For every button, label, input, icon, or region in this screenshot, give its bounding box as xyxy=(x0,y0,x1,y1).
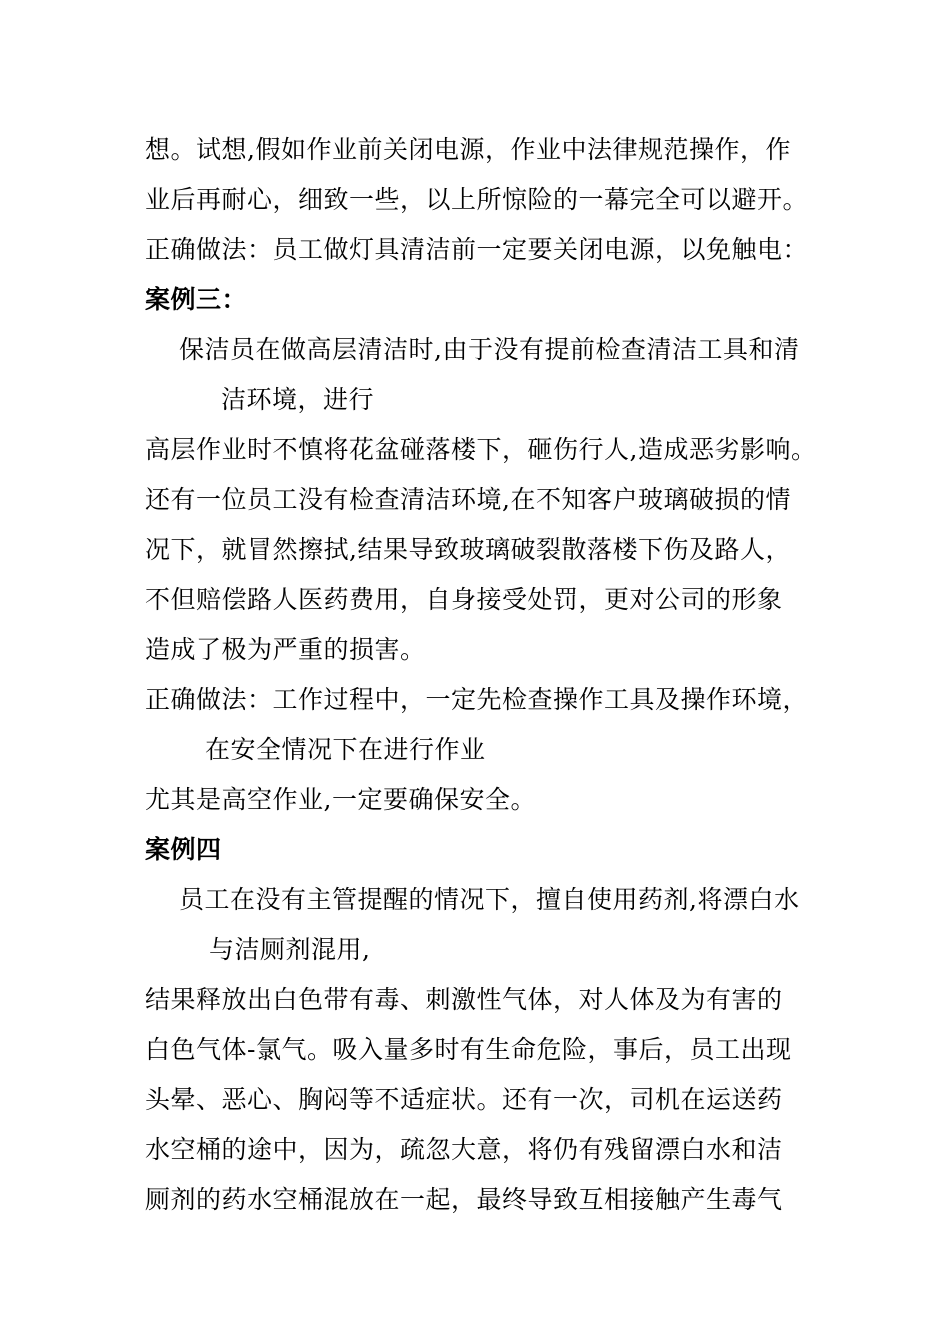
text-line-20: 头晕、恶心、胸闷等不适症状。还有一次，司机在运送药 xyxy=(145,1085,783,1114)
text-line-22: 厕剂的药水空桶混放在一起，最终导致互相接触产生毒气 xyxy=(145,1185,783,1214)
section-heading-case-3: 案例三： xyxy=(145,285,248,314)
text-line-1: 想。试想,假如作业前关闭电源，作业中法律规范操作，作 xyxy=(145,135,791,164)
text-line-9: 况下，就冒然擦拭,结果导致玻璃破裂散落楼下伤及路人， xyxy=(145,535,791,564)
text-line-10: 不但赔偿路人医药费用，自身接受处罚，更对公司的形象 xyxy=(145,585,783,614)
text-line-14: 尤其是高空作业,一定要确保安全。 xyxy=(145,785,536,814)
text-line-8: 还有一位员工没有检查清洁环境,在不知客户玻璃破损的情 xyxy=(145,485,791,514)
text-line-18: 结果释放出白色带有毒、刺激性气体，对人体及为有害的 xyxy=(145,985,783,1014)
text-line-2: 业后再耐心，细致一些，以上所惊险的一幕完全可以避开。 xyxy=(145,185,809,214)
text-line-12: 正确做法：工作过程中，一定先检查操作工具及操作环境， xyxy=(145,685,809,714)
text-line-11: 造成了极为严重的损害。 xyxy=(145,635,426,664)
text-line-17: 与洁厕剂混用, xyxy=(209,935,371,964)
text-line-7: 高层作业时不慎将花盆碰落楼下，砸伤行人,造成恶劣影响。 xyxy=(145,435,817,464)
text-line-16: 员工在没有主管提醒的情况下，擅自使用药剂,将漂白水 xyxy=(179,885,800,914)
text-line-3: 正确做法：员工做灯具清洁前一定要关闭电源，以免触电： xyxy=(145,235,809,264)
text-line-13: 在安全情况下在进行作业 xyxy=(205,735,486,764)
text-line-5: 保洁员在做高层清洁时,由于没有提前检查清洁工具和清 xyxy=(179,335,800,364)
text-line-21: 水空桶的途中，因为，疏忽大意，将仍有残留漂白水和洁 xyxy=(145,1135,783,1164)
section-heading-case-4: 案例四 xyxy=(145,835,222,864)
text-line-19: 白色气体-氯气。吸入量多时有生命危险，事后，员工出现 xyxy=(145,1035,792,1064)
text-line-6: 洁环境，进行 xyxy=(221,385,375,414)
